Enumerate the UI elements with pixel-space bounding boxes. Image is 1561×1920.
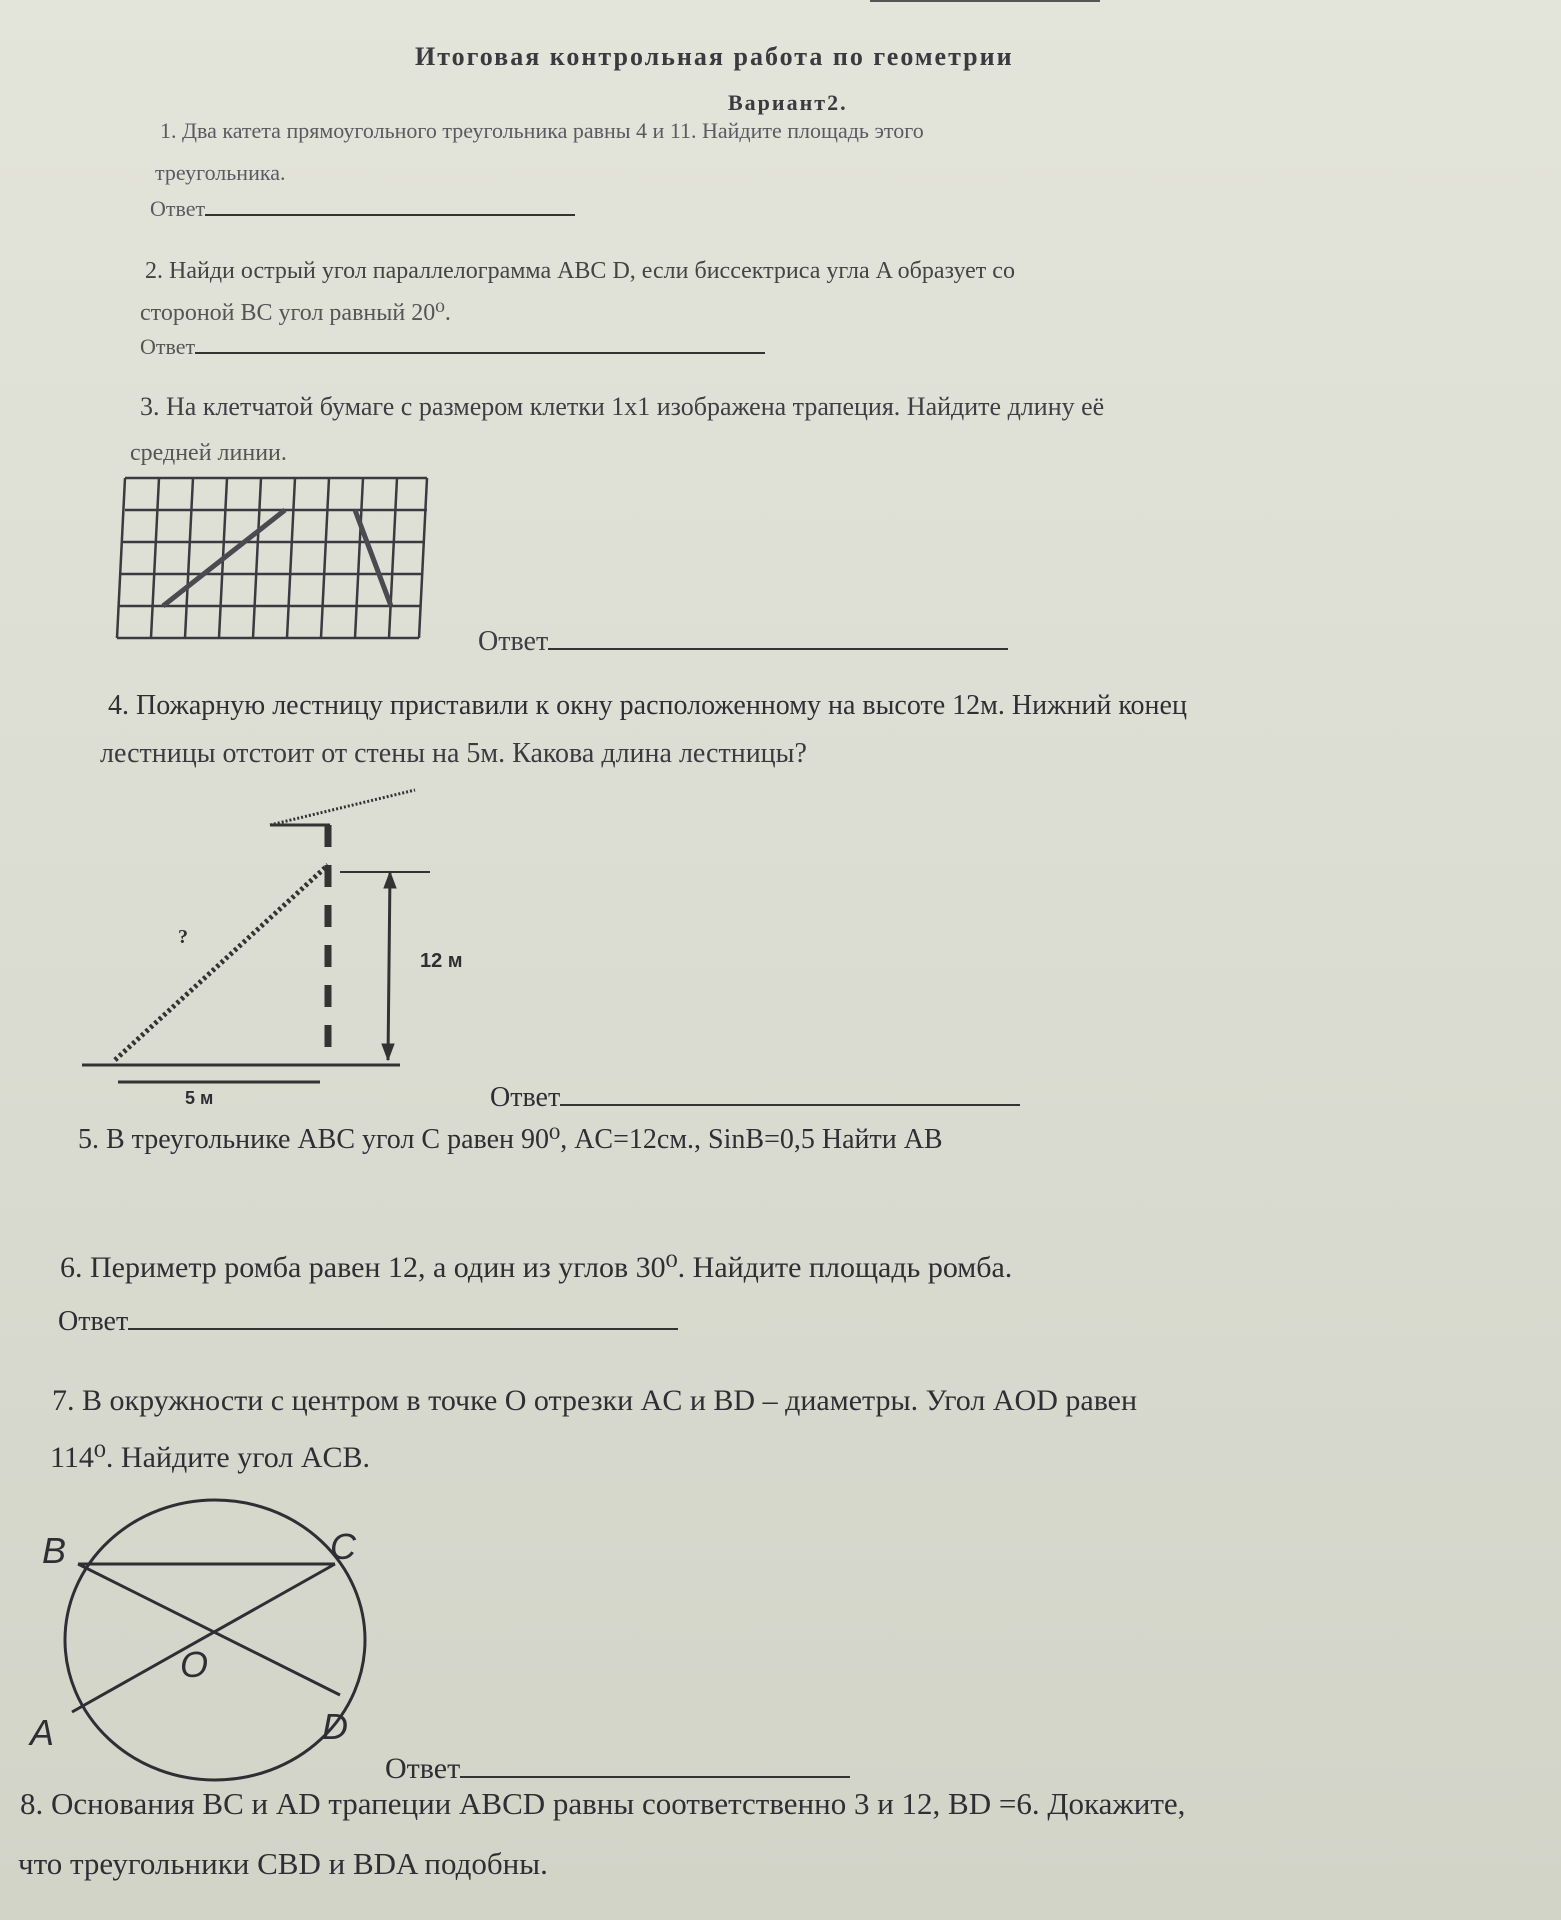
q2-answer-blank[interactable] [195,352,765,354]
q4-answer [490,1082,1020,1114]
q3-line1: 3. На клетчатой бумаге с размером клетки 1x1 изображена трапеция. Найдите длину её [140,392,1105,421]
top-rule [870,0,1100,2]
q2-answer [140,334,765,360]
q7-answer-label: Ответ [385,1752,461,1785]
q7-answer-blank[interactable] [460,1776,850,1778]
q7-label-b: B [42,1530,67,1571]
q4-line2: лестницы отстоит от стены на 5м. Какова длина лестницы? [100,738,807,769]
q3-answer [478,626,1008,658]
q3-grid-figure [115,470,435,650]
q1-line2: треугольника. [155,160,286,185]
q4-answer-label: Ответ [490,1082,561,1113]
q2-line1: 2. Найди острый угол параллелограмма ABC D, если биссектриса угла A образует со [145,258,1015,284]
q4-line1: 4. Пожарную лестницу приставили к окну расположенному на высоте 12м. Нижний конец [108,690,1187,721]
q4-ladder-figure [70,780,510,1110]
variant-label: Вариант2. [728,90,848,115]
q3-answer-blank[interactable] [548,648,1008,650]
q5-line1: 5. В треугольнике ABC угол C равен 90⁰, AC=12см., SinB=0,5 Найти AB [78,1124,943,1155]
q3-line2: средней линии. [130,440,287,466]
q7-line2: 114⁰. Найдите угол ACB. [50,1441,371,1474]
q4-height-label: 12 м [420,950,463,972]
q7-label-c: C [330,1526,356,1567]
q1-answer [150,196,575,222]
q6-answer-label: Ответ [58,1306,129,1337]
q8-line2: что треугольники CBD и BDA подобны. [18,1846,548,1881]
q8-line1: 8. Основания BC и AD трапеции ABCD равны соответственно 3 и 12, BD =6. Докажите, [20,1786,1186,1821]
q2-line2: стороной BC угол равный 20⁰. [140,300,451,326]
q1-answer-label: Ответ [150,196,206,221]
q7-label-a: A [30,1712,55,1753]
page-title: Итоговая контрольная работа по геометрии [415,42,1014,71]
q4-unknown-label: ? [178,926,188,948]
q6-answer-blank[interactable] [128,1328,678,1330]
q4-answer-blank[interactable] [560,1104,1020,1106]
q3-answer-label: Ответ [478,626,549,657]
q1-answer-blank[interactable] [205,214,575,216]
q7-diameter-ac [72,1564,335,1712]
q6-line1: 6. Периметр ромба равен 12, а один из углов 30⁰. Найдите площадь ромба. [60,1251,1013,1284]
q1-line1: 1. Два катета прямоугольного треугольника равны 4 и 11. Найдите площадь этого [160,118,924,143]
q4-base-label: 5 м [185,1088,214,1108]
q7-label-o: O [180,1644,209,1685]
q6-answer [58,1306,678,1338]
q7-line1: 7. В окружности с центром в точке O отрезки AC и BD – диаметры. Угол AOD равен [52,1384,1138,1417]
q7-label-d: D [322,1706,348,1747]
q7-circle [65,1500,365,1780]
q2-answer-label: Ответ [140,334,196,359]
q7-answer [385,1752,850,1786]
